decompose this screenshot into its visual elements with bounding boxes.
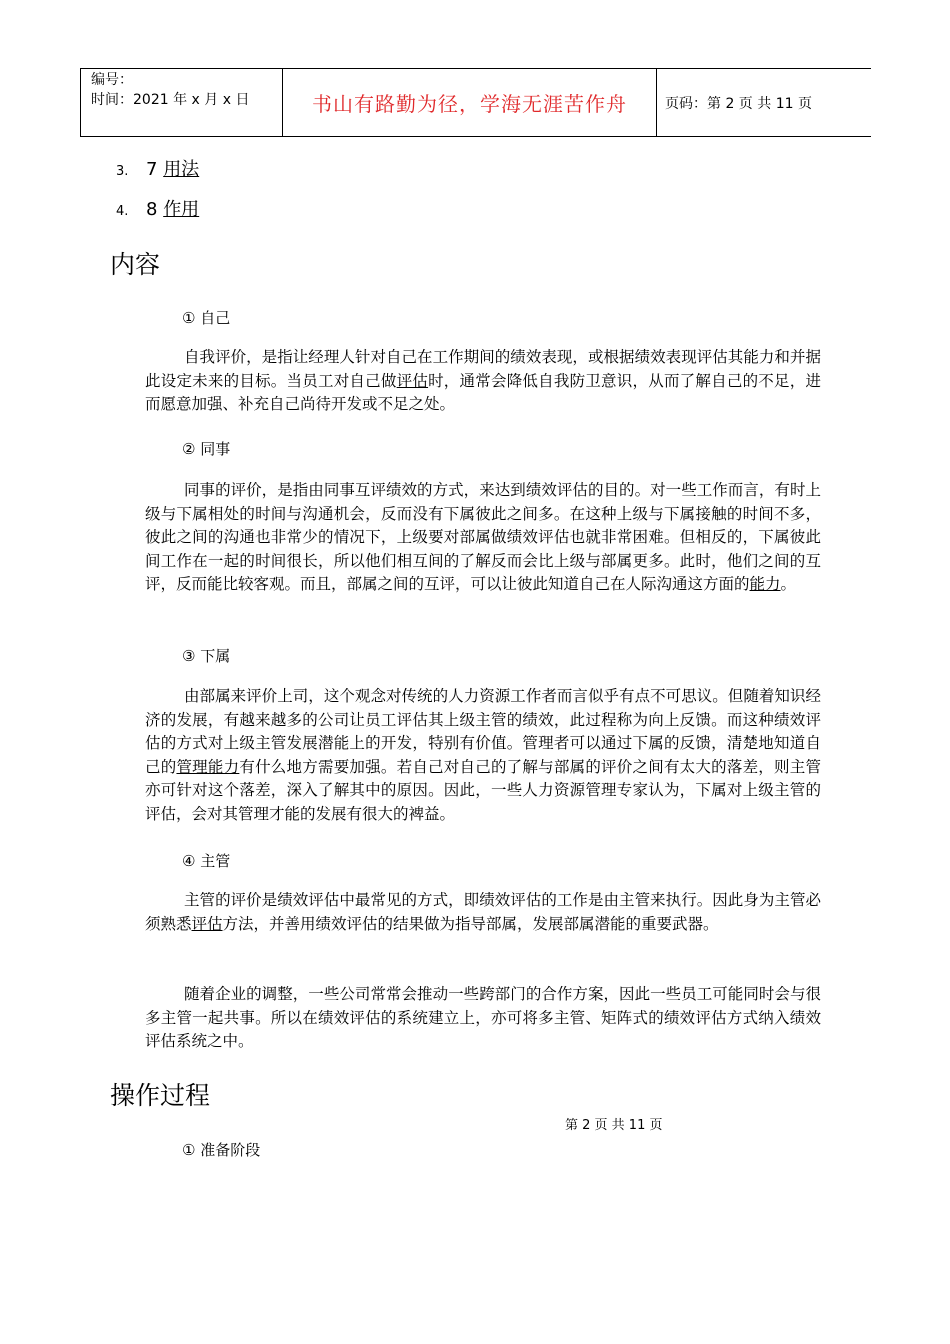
- list-item-prefix: 7: [146, 159, 164, 180]
- list-item-number: 4.: [116, 204, 129, 219]
- list-item: [116, 158, 199, 184]
- link-evaluate-method[interactable]: 评估: [191, 914, 223, 933]
- list-item-link[interactable]: 用法: [163, 159, 200, 180]
- list-item: [116, 198, 199, 224]
- subheading-peer: ② 同事: [182, 440, 231, 458]
- list-item-number: 3.: [116, 164, 129, 179]
- section-title-operation: 操作过程: [110, 1081, 211, 1110]
- subheading-preparation: ① 准备阶段: [182, 1141, 261, 1159]
- link-ability[interactable]: 能力: [749, 575, 781, 593]
- page-footer: 第 2 页 共 11 页: [565, 1118, 663, 1133]
- header-page-cell: [657, 69, 871, 136]
- paragraph-subordinate: 由部属来评价上司，这个观念对传统的人力资源工作者而言似乎有点不可思议。但随着知识经济的发展，有越来越多的公司让员工评估其上级主管的绩效，此过程称为向上反馈。而这种绩效评估的方式对上级主管发展潜能上的开发，特别有价值。管理者可以通过下属的反馈，清楚地知道自己的管理能力有什么地方需要加强。若自己对自己的了解与部属的评价之间有太大的落差，则主管亦可针对这个落差，深入了解其中的原因。因此，一些人力资源管理专家认为，下属对上级主管的评估，会对其管理才能的发展有很大的裨益。: [145, 687, 821, 823]
- doc-time-label: 时间：2021 年 x 月 x 日: [91, 92, 250, 108]
- paragraph-peer: 同事的评价，是指由同事互评绩效的方式，来达到绩效评估的目的。对一些工作而言，有时上级与下属相处的时间与沟通机会，反而没有下属彼此之间多。在这种上级与下属接触的时间不多，彼此之间的沟通也非常少的情况下，上级要对部属做绩效评估也就非常困难。但相反的，下属彼此间工作在一起的时间很长，所以他们相互间的了解反而会比上级与部属更多。此时，他们之间的互评，反而能比较客观。而且，部属之间的互评，可以让彼此知道自己在人际沟通这方面的能力。: [145, 481, 821, 593]
- header-motto-cell: [283, 69, 657, 136]
- subheading-self: ① 自己: [182, 309, 231, 327]
- list-item-prefix: 8: [146, 199, 164, 220]
- link-management-ability[interactable]: 管理能力: [176, 757, 240, 776]
- paragraph-supervisor: 主管的评价是绩效评估中最常见的方式，即绩效评估的工作是由主管来执行。因此身为主管必须熟悉评估方法，并善用绩效评估的结果做为指导部属，发展部属潜能的重要武器。: [145, 891, 821, 933]
- paragraph-self: 自我评价，是指让经理人针对自己在工作期间的绩效表现，或根据绩效表现评估其能力和并据此设定未来的目标。当员工对自己做评估时，通常会降低自我防卫意识，从而了解自己的不足，进而愿意加强、补充自己尚待开发或不足之处。: [145, 348, 821, 413]
- header-motto: 书山有路勤为径，学海无涯苦作舟: [312, 92, 627, 116]
- subheading-subordinate: ③ 下属: [182, 647, 231, 665]
- document-header: [80, 68, 871, 137]
- paragraph-supervisor-2: 随着企业的调整，一些公司常常会推动一些跨部门的合作方案，因此一些员工可能同时会与很多主管一起共事。所以在绩效评估的系统建立上，亦可将多主管、矩阵式的绩效评估方式纳入绩效评估系统之中。: [145, 985, 821, 1050]
- list-item-link[interactable]: 作用: [163, 199, 200, 220]
- subheading-supervisor: ④ 主管: [182, 852, 231, 870]
- section-title-content: 内容: [110, 250, 161, 279]
- doc-number-label: 编号：: [91, 72, 133, 88]
- link-evaluate[interactable]: 评估: [396, 371, 429, 390]
- header-meta-cell: [81, 69, 283, 136]
- header-page-label: 页码：第 2 页 共 11 页: [665, 95, 812, 112]
